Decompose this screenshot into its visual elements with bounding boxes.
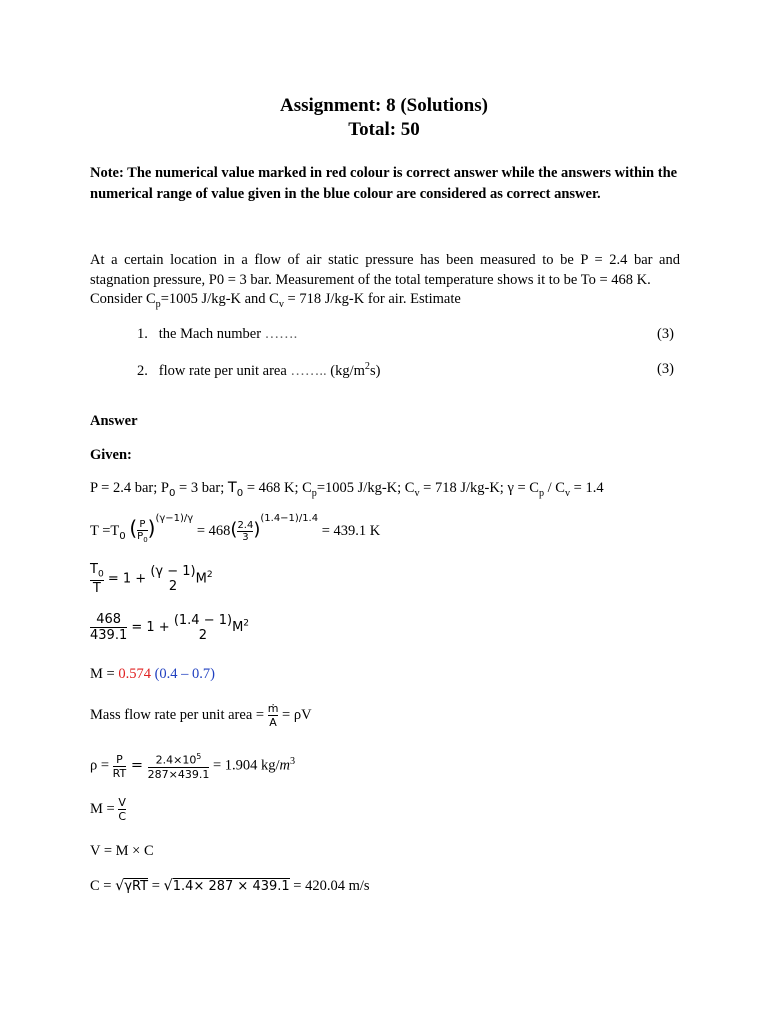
answer-heading: Answer [90, 413, 138, 429]
given-values: P = 2.4 bar; $P_0 = 3$ bar; $T_0 = 468$ K; $C_p=1005$ J/kg-K; $C_v = 718$ J/kg-K; $\gamma = C_p / C_v = 1.4$ [90, 480, 604, 499]
problem-constants: Consider $C_p=1005$ J/kg-K and $C_v = 718$ J/kg-K for air. Estimate [90, 291, 461, 310]
sound-speed-equation: C = √γRT = √1.4× 287 × 439.1 = 420.04 m/s [90, 878, 370, 894]
question-2-marks: (3) [657, 361, 674, 377]
mach-definition: M = $\frac{V}{C}$ [90, 796, 127, 823]
mach-relation-substituted: $\frac{468}{439.1}$ = 1 + (1.4 − 1) 2 $M^2$ [90, 612, 250, 643]
question-1-marks: (3) [657, 326, 674, 342]
mach-correct-value: 0.574 [118, 666, 151, 682]
mach-accepted-range: (0.4 – 0.7) [154, 666, 215, 682]
total-marks: Total: 50 [348, 119, 420, 140]
document-title: Assignment: 8 (Solutions) [280, 95, 488, 116]
mach-relation: $\frac{T_0}{T}$ = 1 + (γ − 1) 2 $M^2$ [90, 562, 213, 596]
mass-flow-definition: Mass flow rate per unit area = $\frac{\text{ṁ}}{A}$ = ρV [90, 702, 312, 729]
density-equation: ρ = $\frac{P}{RT}$ = $\frac{2.4\times 10^5}{287\times 439.1}$ = 1.904 $kg/m^3$ [90, 752, 296, 781]
velocity-equation: V = M × C [90, 843, 154, 859]
question-1: 1. the Mach number ……. [137, 326, 298, 342]
note-paragraph: Note: The numerical value marked in red colour is correct answer while the answers within the numerical range of value given in the blue colour are considered as correct answer. [90, 165, 678, 202]
question-2: 2. flow rate per unit area …….. $(kg/m^2s)$ [137, 361, 381, 379]
problem-statement: At a certain location in a flow of air static pressure has been measured to be P = 2.4 bar and stagnation pressure, P0 = 3 bar. Measurement of the total temperature shows it to be To = 468 K. [90, 252, 680, 288]
temperature-equation: $T =T_0$ ( $\frac{P}{P_0}$ )$^{(\gamma-1)/\gamma}$ = 468( $\frac{2.4}{3}$ )$^{(1.4-1)/1.4}$ = 439.1 K [90, 513, 381, 545]
mach-result: M = 0.574 (0.4 – 0.7) [90, 666, 215, 682]
given-heading: Given: [90, 447, 132, 463]
